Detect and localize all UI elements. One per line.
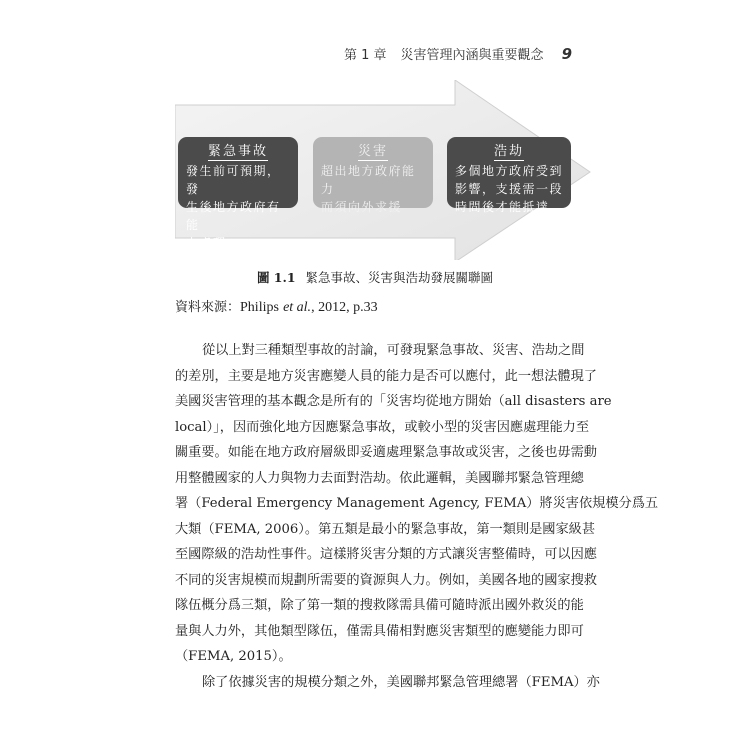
paragraph-line: 的差別，主要是地方災害應變人員的能力是否可以應付，此一想法體現了 bbox=[175, 368, 597, 384]
source-label: 資料來源： bbox=[175, 300, 241, 315]
emergency-box bbox=[178, 137, 298, 250]
source-etal: et al. bbox=[283, 300, 312, 315]
figure-diagram bbox=[175, 80, 595, 260]
paragraph-line: 大類（FEMA, 2006）。第五類是最小的緊急事故，第一類則是國家級甚 bbox=[175, 521, 596, 537]
source-rest: , 2012, p.33 bbox=[311, 300, 378, 315]
catastrophe-line-3: 時間後才能抵達 bbox=[455, 200, 550, 214]
paragraph-line: 至國際級的浩劫性事件。這樣將災害分類的方式讓災害整備時，可以因應 bbox=[175, 547, 597, 562]
catastrophe-line-2: 影響，支援需一段 bbox=[455, 182, 564, 196]
page-number: 9 bbox=[561, 45, 572, 63]
paragraph-line: 除了依據災害的規模分類之外，美國聯邦緊急管理總署（FEMA）亦 bbox=[202, 674, 600, 690]
paragraph-line: 關重要。如能在地方政府層級即妥適處理緊急事故或災害，之後也毋需動 bbox=[175, 445, 597, 460]
emergency-line-1: 發生前可預期，發 bbox=[186, 164, 281, 196]
emergency-title: 緊急事故 bbox=[207, 144, 268, 159]
disaster-line-2: 而須向外求援 bbox=[321, 200, 403, 214]
emergency-line-3: 力處理 bbox=[186, 236, 227, 250]
catastrophe-line-1: 多個地方政府受到 bbox=[455, 164, 564, 178]
source-note bbox=[175, 296, 378, 316]
paragraph-line: 署（Federal Emergency Management Agency, FEMA）將災害依規模分爲五 bbox=[175, 496, 659, 511]
paragraph-line: 隊伍概分爲三類，除了第一類的搜救隊需具備可隨時派出國外救災的能 bbox=[175, 598, 584, 613]
disaster-line-1: 超出地方政府能力 bbox=[321, 164, 416, 196]
disaster-box bbox=[313, 137, 433, 214]
paragraph-line: local）」，因而強化地方因應緊急事故，或較小型的災害因應處理能力至 bbox=[175, 419, 590, 435]
paragraph-line: 用整體國家的人力與物力去面對浩劫。依此邏輯，美國聯邦緊急管理總 bbox=[175, 470, 584, 486]
paragraph-line: 量與人力外，其他類型隊伍，僅需具備相對應災害類型的應變能力即可 bbox=[175, 623, 584, 639]
running-head bbox=[344, 44, 572, 63]
paragraph-line: 從以上對三種類型事故的討論，可發現緊急事故、災害、浩劫之間 bbox=[202, 343, 585, 358]
disaster-title: 災害 bbox=[357, 144, 388, 159]
catastrophe-title: 浩劫 bbox=[493, 144, 524, 159]
chapter-number: 第 1 章 bbox=[344, 48, 387, 63]
catastrophe-box bbox=[447, 137, 571, 214]
paragraph-line: （FEMA, 2015）。 bbox=[175, 649, 292, 664]
figure-number: 圖 1.1 bbox=[256, 270, 296, 285]
body-text bbox=[175, 338, 659, 695]
source-author: Philips bbox=[240, 300, 279, 315]
emergency-line-2: 生後地方政府有能 bbox=[186, 200, 281, 232]
chapter-title: 災害管理內涵與重要觀念 bbox=[400, 48, 544, 63]
figure-caption bbox=[0, 268, 750, 286]
paragraph-line: 美國災害管理的基本觀念是所有的「災害均從地方開始（all disasters are bbox=[175, 394, 612, 409]
figure-caption-text: 緊急事故、災害與浩劫發展關聯圖 bbox=[305, 270, 494, 285]
paragraph-line: 不同的災害規模而規劃所需要的資源與人力。例如，美國各地的國家搜救 bbox=[175, 572, 597, 588]
